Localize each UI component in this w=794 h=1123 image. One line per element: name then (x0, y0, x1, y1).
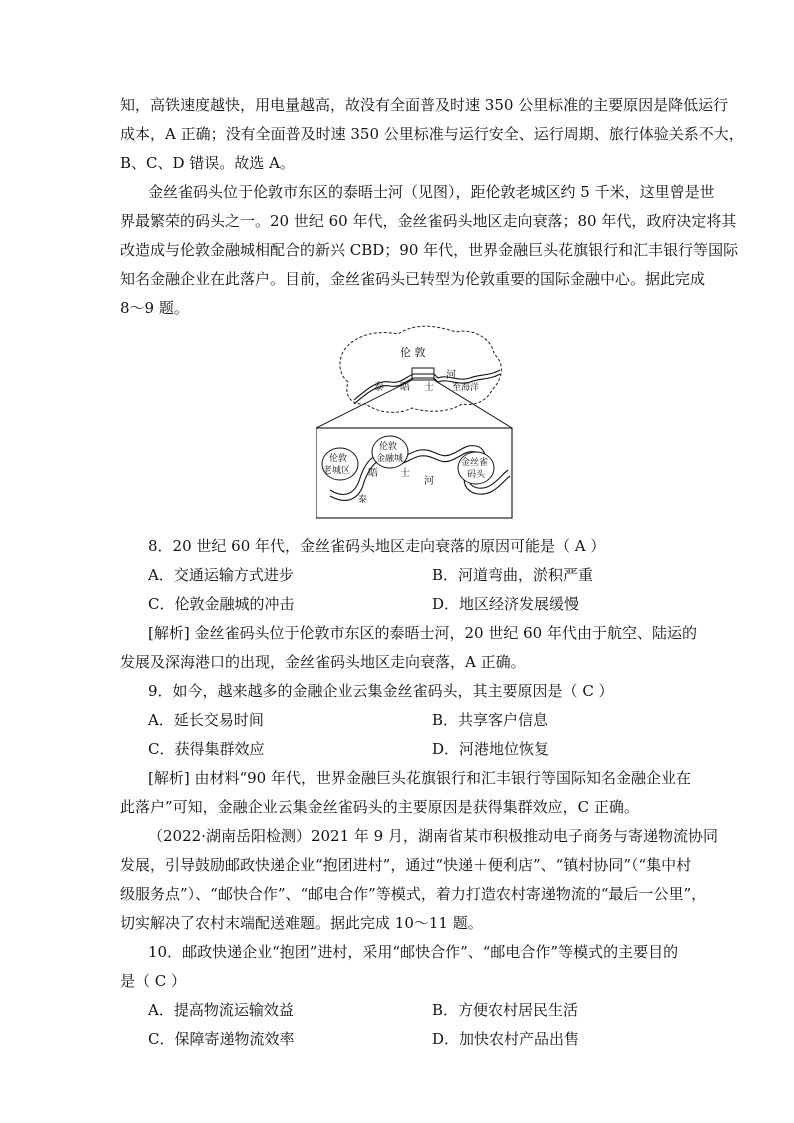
text-line: 成本，A 正确；没有全面普及时速 350 公里标准与运行安全、运行周期、旅行体验关系不大， (120, 125, 744, 143)
map-label-river-char: 泰 (374, 382, 384, 393)
text-line: 改造成与伦敦金融城相配合的新兴 CBD；90 年代，世界金融巨头花旗银行和汇丰银行等国际 (120, 241, 739, 259)
text-line: 8～9 题。 (120, 299, 189, 317)
passage-2-line: 切实解决了农村末端配送难题。据此完成 10～11 题。 (120, 914, 483, 932)
map-label-river-char: 士 (400, 468, 410, 479)
question-9-option-a: A．延长交易时间 (148, 711, 264, 729)
text-line: 界最繁荣的码头之一。20 世纪 60 年代，金丝雀码头地区走向衰落；80 年代，政府决定将其 (120, 212, 737, 230)
question-9-option-c: C．获得集群效应 (148, 740, 265, 758)
question-8-option-c: C．伦敦金融城的冲击 (148, 595, 295, 613)
map-label-wharf: 金丝雀 (461, 458, 489, 468)
question-8-option-d: D．地区经济发展缓慢 (432, 595, 580, 613)
map-label-river-char: 晤 (368, 468, 378, 479)
london-boundary (340, 326, 501, 412)
question-10-stem: 10．邮政快递企业“抱团”进村，采用“邮快合作”、“邮电合作”等模式的主要目的 (148, 943, 679, 961)
map-label-to-sea: 至海洋 (452, 383, 480, 393)
map-label-river-char: 晤 (400, 382, 410, 393)
question-9-analysis: 此落户”可知，金融企业云集金丝雀码头的主要原因是获得集群效应，C 正确。 (120, 798, 639, 816)
text-line: 知，高铁速度越快，用电量越高，故没有全面普及时速 350 公里标准的主要原因是降低运行 (120, 96, 729, 114)
question-8-analysis: [解析] 金丝雀码头位于伦敦市东区的泰晤士河，20 世纪 60 年代由于航空、陆运的 (148, 624, 697, 642)
map-label-london: 伦 敦 (400, 346, 426, 359)
text-line: 知名金融企业在此落户。目前，金丝雀码头已转型为伦敦重要的国际金融中心。据此完成 (120, 270, 706, 288)
question-8-option-a: A．交通运输方式进步 (148, 566, 294, 584)
map-label-river-char: 泰 (358, 495, 368, 505)
question-10-option-b: B．方便农村居民生活 (432, 1001, 579, 1019)
question-10-option-d: D．加快农村产品出售 (432, 1030, 580, 1048)
map-label-old-city: 伦敦 (329, 454, 348, 464)
text-line: B、C、D 错误。故选 A。 (120, 154, 295, 172)
question-8-analysis: 发展及深海港口的出现，金丝雀码头地区走向衰落，A 正确。 (120, 653, 526, 671)
question-8-option-b: B．河道弯曲，淤积严重 (432, 566, 594, 584)
map-label-old-city: 老城区 (323, 466, 351, 476)
question-10-option-c: C．保障寄递物流效率 (148, 1030, 295, 1048)
passage-2-line: （2022·湖南岳阳检测）2021 年 9 月，湖南省某市积极推动电子商务与寄递物流协同 (148, 827, 718, 845)
question-9-analysis: [解析] 由材料“90 年代，世界金融巨头花旗银行和汇丰银行等国际知名金融企业在 (148, 769, 691, 787)
question-8-stem: 8．20 世纪 60 年代，金丝雀码头地区走向衰落的原因可能是（ A ） (148, 537, 606, 555)
question-9-option-d: D．河港地位恢复 (432, 740, 550, 758)
passage-2-line: 级服务点”）、“邮快合作”、“邮电合作”等模式，着力打造农村寄递物流的“最后一公里”， (120, 885, 707, 903)
map-label-river-char: 士 (424, 382, 434, 393)
question-10-option-a: A．提高物流运输效益 (148, 1001, 294, 1019)
london-map-figure (316, 320, 516, 520)
question-10-stem: 是（ C ） (120, 972, 187, 990)
map-label-finance-city: 伦敦 (379, 442, 398, 452)
text-line: 金丝雀码头位于伦敦市东区的泰晤士河（见图），距伦敦老城区约 5 千米，这里曾是世 (148, 183, 715, 201)
question-9-option-b: B．共享客户信息 (432, 711, 549, 729)
map-label-river-char: 河 (446, 370, 456, 381)
question-9-stem: 9．如今，越来越多的金融企业云集金丝雀码头，其主要原因是（ C ） (148, 682, 614, 700)
map-label-wharf: 码头 (467, 470, 486, 480)
passage-2-line: 发展，引导鼓励邮政快递企业“抱团进村”，通过“快递＋便利店”、“镇村协同”（“集中村 (120, 856, 692, 874)
map-label-river-char: 河 (424, 476, 434, 487)
map-label-finance-city: 金融城 (376, 454, 404, 464)
